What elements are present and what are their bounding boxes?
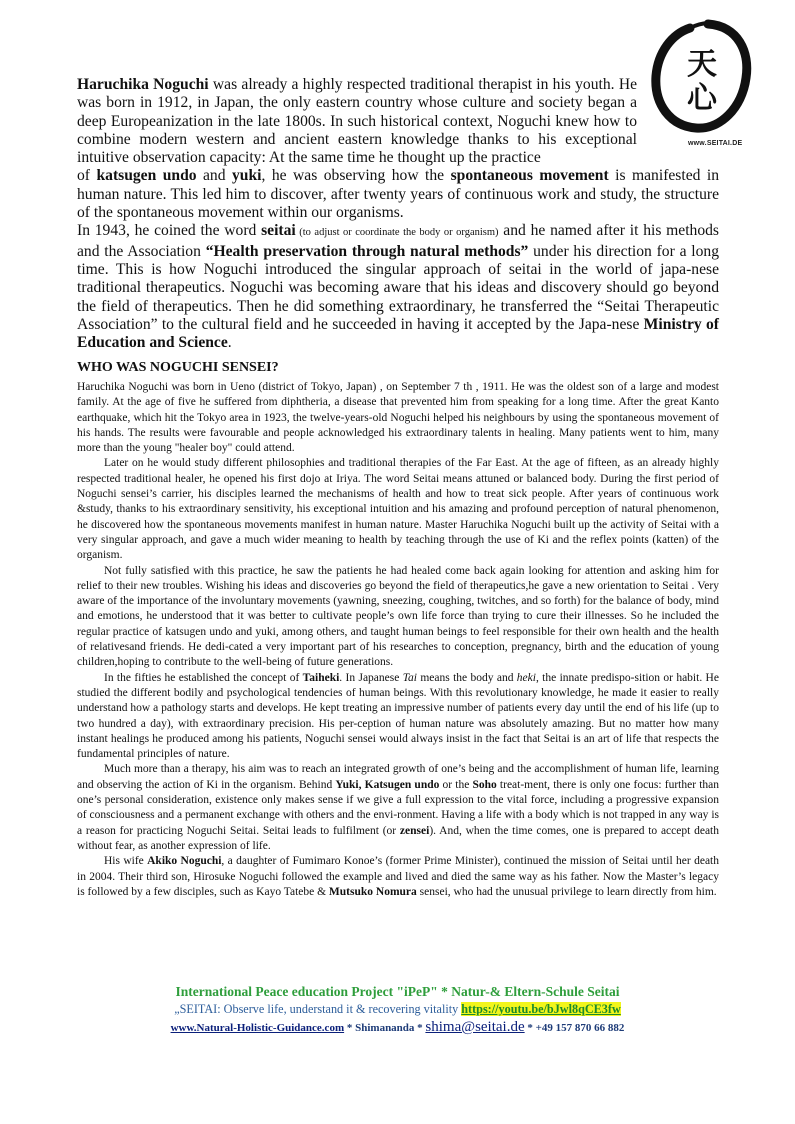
footer-phone: * +49 157 870 66 882 <box>524 1022 625 1034</box>
term-soho: Soho <box>472 778 497 791</box>
intro-text: In 1943, he coined the word <box>77 222 262 240</box>
bio-text: treat-ment, there is only one focus: further than one’s personal consideration, existence only makes sense if we give a full expression to the vital force, including a progressive expansion of consciousness and a permanent exchange with others and the envi-ronment. Having a life with a body which is not trapped in any way is a reason for practicing Noguchi Seitai. Seitai leads to fulfilment (or <box>77 778 719 837</box>
section-heading: WHO WAS NOGUCHI SENSEI? <box>77 360 279 375</box>
website-link[interactable]: www.Natural-Holistic-Guidance.com <box>170 1022 345 1034</box>
intro-section <box>77 76 719 352</box>
bio-text: . In Japanese <box>339 671 403 684</box>
footer-contact-line <box>0 1018 795 1037</box>
term-heki: heki <box>516 671 536 684</box>
logo-char-ten: 天 <box>687 47 717 82</box>
intro-paragraph-2 <box>77 222 719 352</box>
intro-text: . <box>227 334 232 352</box>
footer-project-title: International Peace education Project "iPeP" * Natur-& Eltern-Schule Seitai <box>175 984 620 999</box>
term-spontaneous-movement: spontaneous movement <box>450 167 609 185</box>
youtube-link[interactable]: https://youtu.be/bJwl8qCE3fw <box>461 1002 621 1016</box>
association-name: “Health preservation through natural methods” <box>205 242 529 260</box>
bio-text: Much more than a therapy, his aim was to reach an integrated growth of one’s being and the accomplishment of human life, learning and observing the action of Ki in the organism. Behind <box>77 763 719 791</box>
term-tai: Tai <box>402 671 417 684</box>
term-zensei: zensei <box>399 824 430 837</box>
intro-text: is manifested in human nature. This led him to discover, after twenty years of continuous work and study, the structure of the spontaneous movement within our organisms. <box>77 167 720 222</box>
term-taiheki: Taiheki <box>302 671 340 684</box>
name-mutsuko-nomura: Mutsuko Nomura <box>328 885 417 898</box>
intro-text: of <box>77 167 97 185</box>
intro-small-note: (to adjust or coordinate the body or organism) <box>295 227 499 239</box>
intro-paragraph-1 <box>77 76 637 167</box>
bio-paragraph-5 <box>77 762 719 854</box>
term-yuki: yuki <box>232 167 262 185</box>
term-yuki-katsugen: Yuki, Katsugen undo <box>335 778 440 791</box>
intro-paragraph-1-cont <box>77 167 719 222</box>
biography-section <box>77 380 719 900</box>
logo-url: www.SEITAI.DE <box>688 140 743 147</box>
bio-text: , the innate predispo-sition or habit. He studied the different bodily and psychological tendencies of human beings. With this revolutionary knowledge, he made it easier to really understand how a pathology starts and develops. He kept treating an impressive number of patients every day until the end of his life (up to two hundred a day), with extraordinary precision. His per-ception of human nature was absolutely amazing. But no matter how many instant healings he produced among his patients, Noguchi sensei would always insist in the fact that Seitai is an art of life that respects the fundamental principles of nature. <box>77 671 719 761</box>
term-katsugen-undo: katsugen undo <box>96 167 197 185</box>
intro-text: , he was observing how the <box>261 167 451 185</box>
ministry-name: Ministry of Education and Science <box>77 315 719 352</box>
bio-text: His wife <box>104 855 148 868</box>
intro-text: and <box>196 167 232 185</box>
bio-text: sensei, who had the unusual privilege to learn directly from him. <box>416 885 717 898</box>
intro-text: and he named after it his methods and the Association <box>77 222 720 260</box>
bio-paragraph-6 <box>77 854 719 900</box>
bio-text: , a daughter of Fumimaro Konoe’s (former Prime Minister), continued the mission of Seitai until her death in 2004. Their third son, Hirosuke Noguchi followed the example and lived and died the same way as his father. Now the Master’s legacy is followed by a few disciples, such as Kayo Tatebe & <box>77 855 719 898</box>
intro-text: under his direction for a long time. This is how Noguchi introduced the singular approach of seitai in the world of japa-nese traditional therapeutics. Noguchi was becoming aware that his ideas and discovery should go beyond the field of therapeutics. Then he did something extraordinary, he transferred the “Seitai Therapeutic Association” to the cultural field and he succeeded in having it accepted by the Japa-nese <box>77 242 720 333</box>
name-bold: Haruchika Noguchi <box>77 76 209 93</box>
bio-text: means the body and <box>416 671 517 684</box>
logo-char-shin: 心 <box>687 81 717 116</box>
footer <box>0 983 795 1037</box>
bio-text: In the fifties he established the concept of <box>104 671 303 684</box>
bio-paragraph-2: Later on he would study different philosophies and traditional therapies of the Far East. At the age of fifteen, as an already highly respected traditional healer, he opened his first dojo at Iriya. The word Seitai means attuned or balanced body. During the first period of Noguchi sensei’s carrier, his disciples learned the mechanisms of health and how to treat sick people. After years of continuous work &study, thanks to his extraordinary sensitivity, his exceptional intuition and his amazing and profound perception of natural phenomenon, he discovered how the spontaneous movements manifest in human nature. Master Haruchika Noguchi built up the activity of Seitai with a very singular approach, and gave a much wider meaning to health by teaching through the use of Ki and the reflex points (katten) of the organism. <box>77 457 719 562</box>
bio-paragraph-1: Haruchika Noguchi was born in Ueno (district of Tokyo, Japan) , on September 7 th , 1911. He was the oldest son of a large and modest family. At the age of five he suffered from diphtheria, a disease that prevented him from speaking for a long time. After the great Kanto earthquake, which hit the Tokyo area in 1923, the twelve-years-old Noguchi helped his neighbours by using the spontaneous movement of his hands. The results were favourable and people acknowledged his extraordinary talents in healing. Many patients went to him, many more than the young "healer boy" could attend. <box>77 381 719 455</box>
bio-paragraph-3: Not fully satisfied with this practice, he saw the patients he had healed come back again looking for attention and asking him for relief to their new troubles. Wishing his ideas and discoveries go beyond the field of therapeutics,he gave a new orientation to Seitai . Very aware of the importance of the involuntary movements (yawning, sneezing, coughing, twitches, and so forth) for the balance of body, mind and emotions, he understood that it was better to cultivate people’s own life force than trying to cure their illnesses. So he included the regular practice of katsugen undo and yuki, among others, and taught human beings to feel responsible for their own health and the health of relativesand friends. He dedi-cated a very important part of his researches to conception, pregnancy, birth and the education of young children,hoping to contribute to the well-being of future generations. <box>77 564 719 669</box>
footer-video-text: „SEITAI: Observe life, understand it & recovering vitality <box>174 1002 462 1016</box>
footer-video-line <box>0 1001 795 1018</box>
email-link[interactable]: shima@seitai.de <box>425 1019 525 1035</box>
term-seitai: seitai <box>261 222 296 240</box>
bio-text: or the <box>439 778 473 791</box>
intro-text: was already a highly respected traditional therapist in his youth. He was born in 1912, in Japan, the only eastern country whose culture and society began a deep Europeanization in the late 1800s. In such historical context, Noguchi knew how to combine modern western and ancient eastern knowledge thanks to his exceptional intuitive observation capacity: At the same time he thought up the practice <box>77 76 637 167</box>
name-akiko-noguchi: Akiko Noguchi <box>147 855 222 868</box>
bio-text: ). And, when the time comes, one is prepared to accept death without fear, as another expression of life. <box>77 824 719 852</box>
footer-contact-name: * Shimananda * <box>344 1022 426 1034</box>
bio-paragraph-4 <box>77 671 719 763</box>
